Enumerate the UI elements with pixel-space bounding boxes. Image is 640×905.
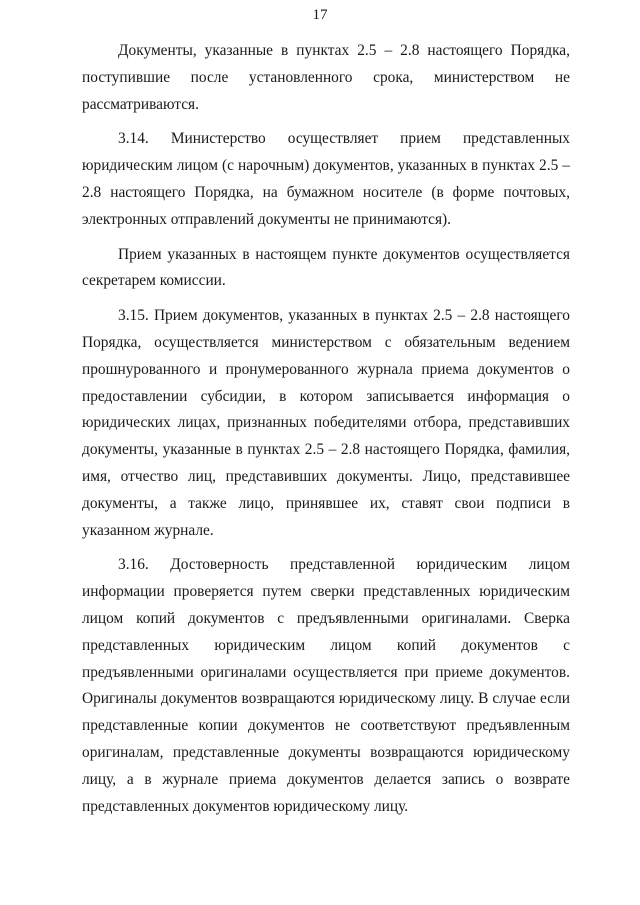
paragraph-3-16: 3.16. Достоверность представленной юридическим лицом информации проверяется путем сверки представленных юридическим лицом копий документов с предъявленными оригиналами. Сверка представленных юридическим лицом копий документов с предъявленными оригиналами осуществляется при приеме документов. Оригиналы документов возвращаются юридическому лицу. В случае если представленные копии документов не соответствуют предъявленным оригиналам, представленные документы возвращаются юридическому лицу, а в журнале приема документов делается запись о возврате представленных документов юридическому лицу. [82,556,570,815]
paragraph-3-15: 3.15. Прием документов, указанных в пунктах 2.5 – 2.8 настоящего Порядка, осуществляется министерством с обязательным ведением прошнурованного и пронумерованного журнала приема документов о предоставлении субсидии, в котором записывается информация о юридических лицах, признанных победителями отбора, представивших документы, указанные в пунктах 2.5 – 2.8 настоящего Порядка, фамилия, имя, отчество лиц, представивших документы. Лицо, представившее документы, а также лицо, принявшее их, ставят свои подписи в указанном журнале. [82,307,570,539]
document-body [82,38,570,820]
paragraph-late-documents: Документы, указанные в пунктах 2.5 – 2.8 настоящего Порядка, поступившие после установленного срока, министерством не рассматриваются. [82,42,570,113]
page-number: 17 [312,7,328,23]
paragraph-3-14: 3.14. Министерство осуществляет прием представленных юридическим лицом (с нарочным) документов, указанных в пунктах 2.5 – 2.8 настоящего Порядка, на бумажном носителе (в форме почтовых, электронных отправлений документы не принимаются). [82,130,570,228]
paragraph-commission-secretary: Прием указанных в настоящем пункте документов осуществляется секретарем комиссии. [82,245,570,290]
